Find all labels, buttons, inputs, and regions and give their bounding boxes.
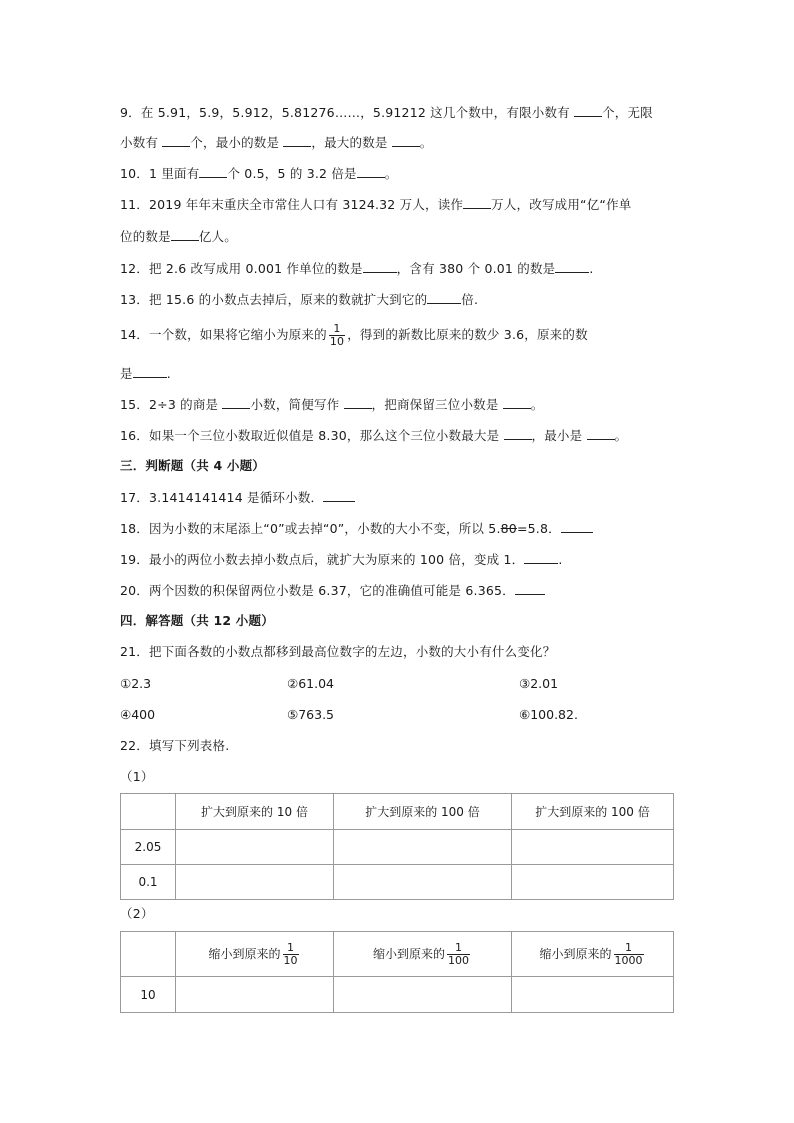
question-18-text: =5. xyxy=(516,521,540,536)
question-9-text: 个，最小的数是 xyxy=(190,135,280,150)
question-21: 21．把下面各数的小数点都移到最高位数字的左边，小数的大小有什么变化？ xyxy=(120,644,556,659)
option-item: ④400 xyxy=(120,707,156,722)
repeating-decimal: 80 xyxy=(500,521,517,536)
question-13-text: 13．把 15.6 的小数点去掉后，原来的数就扩大到它的 xyxy=(120,292,428,307)
answer-blank[interactable] xyxy=(171,227,199,241)
answer-blank[interactable] xyxy=(561,519,593,533)
question-10 xyxy=(120,164,680,183)
answer-cell[interactable] xyxy=(334,977,512,1013)
answer-blank[interactable] xyxy=(344,395,372,409)
fraction-numerator: 1 xyxy=(625,940,632,954)
question-10-text: 。 xyxy=(384,166,398,181)
question-9-text: 。 xyxy=(419,135,433,150)
answer-blank[interactable] xyxy=(503,395,531,409)
question-15-text: 15．2÷3 的商是 xyxy=(120,397,219,412)
question-17 xyxy=(120,488,680,507)
question-16-text: 。 xyxy=(614,428,628,443)
answer-cell[interactable] xyxy=(176,977,334,1013)
question-13-text: 倍. xyxy=(461,292,479,307)
table-1 xyxy=(120,793,674,900)
answer-blank[interactable] xyxy=(574,103,602,117)
table-header-row xyxy=(121,794,674,830)
question-20-text: 20．两个因数的积保留两位小数是 6.37，它的准确值可能是 6.365． xyxy=(120,583,515,598)
answer-cell[interactable] xyxy=(512,830,674,865)
part-label: （2） xyxy=(120,906,154,921)
answer-blank[interactable] xyxy=(363,259,397,273)
fraction-denominator: 10 xyxy=(283,953,298,967)
header-text: 缩小到原来的 xyxy=(372,946,445,961)
question-14-line-1 xyxy=(120,321,680,349)
answer-blank[interactable] xyxy=(524,550,558,564)
question-11-text: 位的数是 xyxy=(120,229,171,244)
question-14-text: 是 xyxy=(120,366,133,381)
question-18-text: 18．因为小数的末尾添上“0”或去掉“0”，小数的大小不变，所以 5. xyxy=(120,521,501,536)
answer-cell[interactable] xyxy=(176,830,334,865)
answer-cell[interactable] xyxy=(334,865,512,900)
section-heading: 三．判断题（共 4 小题） xyxy=(120,458,266,473)
table-header-row xyxy=(121,932,674,977)
section-heading: 四．解答题（共 12 小题） xyxy=(120,613,274,628)
answer-blank[interactable] xyxy=(162,133,190,147)
fraction-numerator: 1 xyxy=(287,940,294,954)
question-11-text: 亿人。 xyxy=(198,229,237,244)
table-header-cell xyxy=(512,932,674,977)
question-14-text: 14．一个数，如果将它缩小为原来的 xyxy=(120,327,327,342)
question-11-line-2 xyxy=(120,227,680,246)
question-9-text: 小数有 xyxy=(120,135,159,150)
table-2 xyxy=(120,931,674,1013)
answer-blank[interactable] xyxy=(133,364,167,378)
answer-blank[interactable] xyxy=(323,488,355,502)
table-row xyxy=(121,830,674,865)
question-15-text: 小数，简便写作 xyxy=(250,397,340,412)
question-18-text: ． xyxy=(548,521,561,536)
fraction xyxy=(329,323,345,348)
row-label-cell: 10 xyxy=(121,977,176,1013)
answer-blank[interactable] xyxy=(463,195,491,209)
option-item: ⑤763.5 xyxy=(287,707,334,722)
table-header-cell xyxy=(334,932,512,977)
option-item: ②61.04 xyxy=(287,676,334,691)
question-11-text: 万人，改写成用“亿“作单 xyxy=(491,197,632,212)
question-10-text: 10．1 里面有 xyxy=(120,166,200,181)
question-9-text: 个，无限 xyxy=(602,105,653,120)
question-14-text: . xyxy=(166,366,171,381)
answer-blank[interactable] xyxy=(427,290,461,304)
question-19-text: 19．最小的两位小数去掉小数点后，就扩大为原来的 100 倍，变成 1． xyxy=(120,552,525,567)
question-15-text: ，把商保留三位小数是 xyxy=(371,397,499,412)
question-16-text: 16．如果一个三位小数取近似值是 8.30，那么这个三位小数最大是 xyxy=(120,428,500,443)
answer-blank[interactable] xyxy=(283,133,311,147)
answer-cell[interactable] xyxy=(512,977,674,1013)
question-19-text: . xyxy=(558,552,563,567)
question-9-line-2 xyxy=(120,133,680,152)
question-15-text: 。 xyxy=(530,397,544,412)
fraction xyxy=(614,942,644,967)
question-16 xyxy=(120,426,680,445)
table-header-cell xyxy=(176,932,334,977)
answer-blank[interactable] xyxy=(504,426,532,440)
answer-blank[interactable] xyxy=(199,164,227,178)
fraction-denominator: 100 xyxy=(448,953,469,967)
row-label-cell: 2.05 xyxy=(121,830,176,865)
table-row xyxy=(121,865,674,900)
question-9-text: 9．在 5.91，5.9，5.912，5.81276……，5.91212 这几个数中，有限小数有 xyxy=(120,105,570,120)
answer-blank[interactable] xyxy=(515,581,545,595)
fraction xyxy=(283,942,299,967)
question-18 xyxy=(120,519,680,538)
question-12-text: 12．把 2.6 改写成用 0.001 作单位的数是 xyxy=(120,261,363,276)
question-10-text: 个 0.5，5 的 3.2 倍是 xyxy=(227,166,357,181)
answer-blank[interactable] xyxy=(587,426,615,440)
question-19 xyxy=(120,550,680,569)
question-12 xyxy=(120,259,680,278)
answer-cell[interactable] xyxy=(334,830,512,865)
row-label-cell: 0.1 xyxy=(121,865,176,900)
answer-blank[interactable] xyxy=(357,164,385,178)
question-11-line-1 xyxy=(120,195,680,214)
question-14-line-2 xyxy=(120,364,680,383)
question-20 xyxy=(120,581,680,600)
option-item: ⑥100.82. xyxy=(519,707,578,722)
question-9-text: ，最大的数是 xyxy=(311,135,388,150)
answer-blank[interactable] xyxy=(555,259,589,273)
header-text: 缩小到原来的 xyxy=(208,946,281,961)
part-label: （1） xyxy=(120,769,154,784)
question-13 xyxy=(120,290,680,309)
table-cell xyxy=(121,932,176,977)
question-14-text: ，得到的新数比原来的数少 3.6，原来的数 xyxy=(347,327,588,342)
question-15 xyxy=(120,395,680,414)
question-9-line-1 xyxy=(120,103,680,122)
fraction-denominator: 10 xyxy=(329,335,345,348)
option-item: ①2.3 xyxy=(120,676,152,691)
fraction-denominator: 1000 xyxy=(614,953,643,967)
question-11-text: 11．2019 年年末重庆全市常住人口有 3124.32 万人，读作 xyxy=(120,197,464,212)
question-17-text: 17．3.1414141414 是循环小数． xyxy=(120,490,324,505)
fraction-numerator: 1 xyxy=(455,940,462,954)
answer-blank[interactable] xyxy=(392,133,420,147)
table-header-cell: 扩大到原来的 10 倍 xyxy=(176,794,334,830)
table-header-cell: 扩大到原来的 100 倍 xyxy=(512,794,674,830)
header-text: 缩小到原来的 xyxy=(539,946,612,961)
fraction-numerator: 1 xyxy=(333,322,341,335)
table-header-cell: 扩大到原来的 100 倍 xyxy=(334,794,512,830)
question-22: 22．填写下列表格. xyxy=(120,738,230,753)
question-12-text: . xyxy=(589,261,594,276)
question-12-text: ，含有 380 个 0.01 的数是 xyxy=(396,261,556,276)
question-16-text: ，最小是 xyxy=(531,428,583,443)
repeating-decimal: 8 xyxy=(539,521,549,536)
answer-cell[interactable] xyxy=(512,865,674,900)
answer-cell[interactable] xyxy=(176,865,334,900)
table-cell xyxy=(121,794,176,830)
table-row xyxy=(121,977,674,1013)
option-item: ③2.01 xyxy=(519,676,559,691)
answer-blank[interactable] xyxy=(222,395,250,409)
fraction xyxy=(447,942,470,967)
